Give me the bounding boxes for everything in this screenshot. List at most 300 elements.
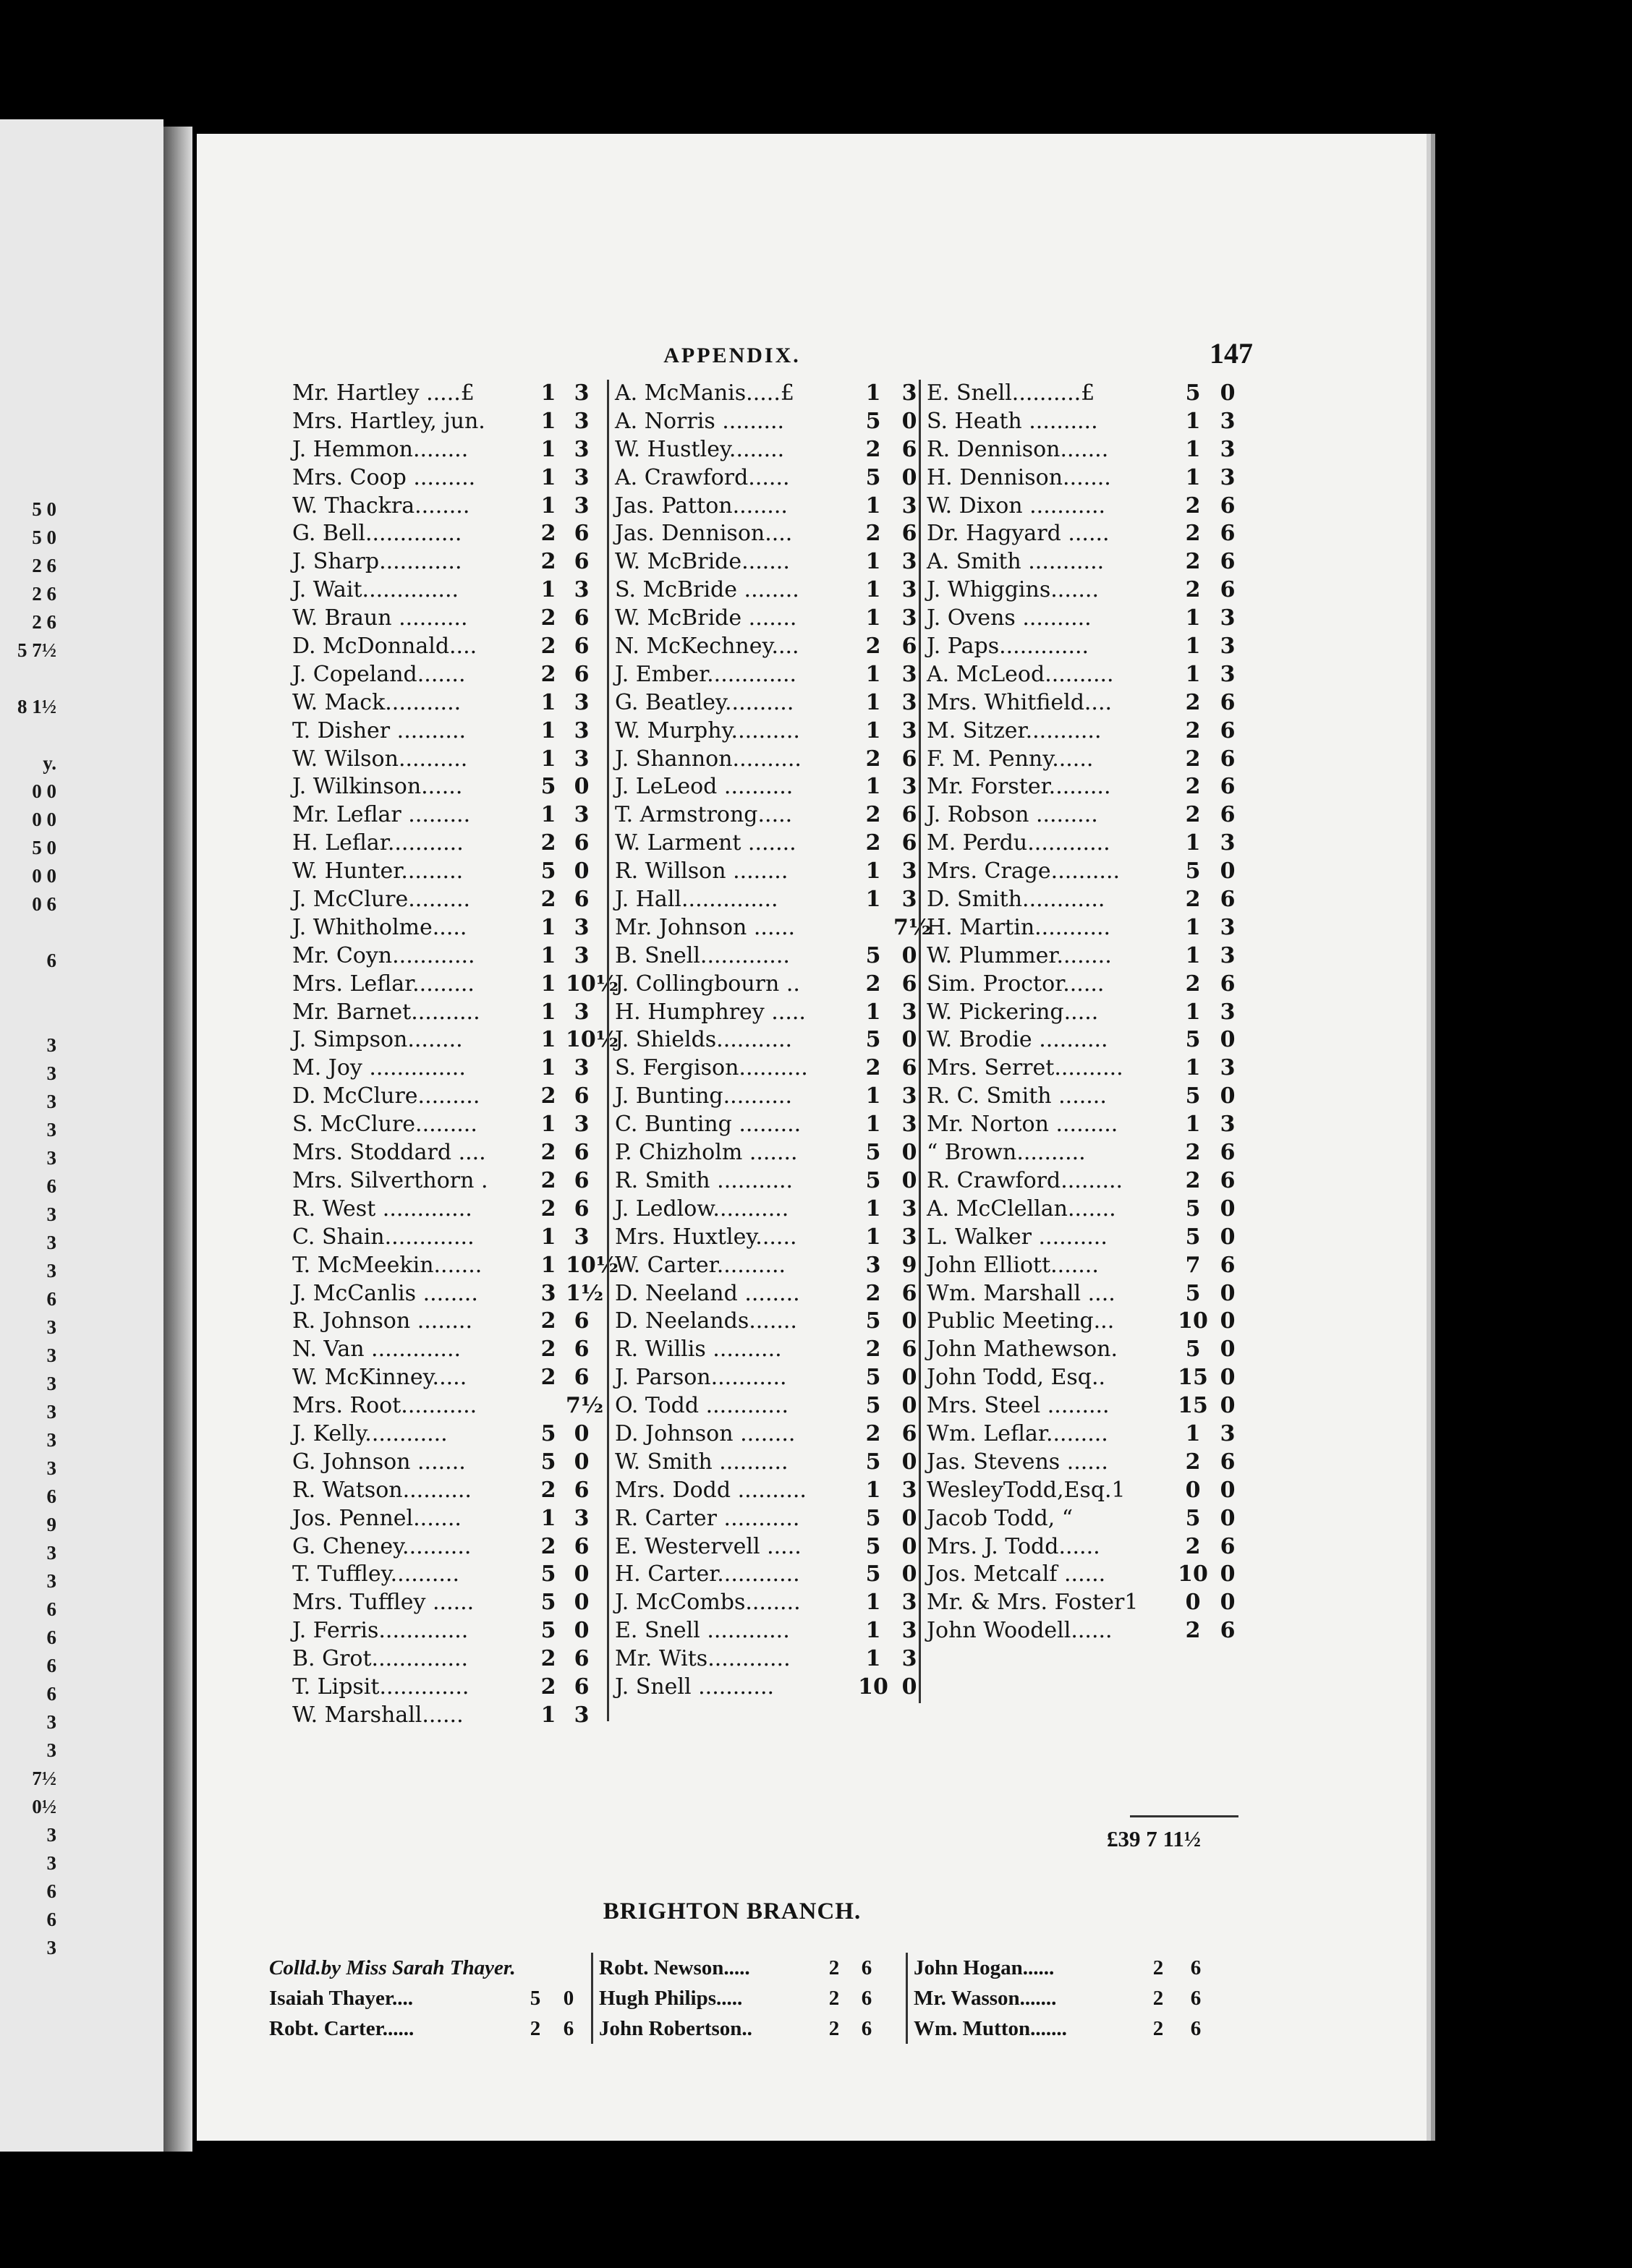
subscriber-name: Mrs. Hartley, jun. bbox=[292, 408, 485, 434]
shillings-amount: 1 bbox=[865, 774, 881, 800]
shillings-amount: 2 bbox=[1185, 1167, 1201, 1193]
pence-amount: 6 bbox=[574, 634, 590, 660]
subscriber-row bbox=[615, 1167, 915, 1195]
previous-page-value: 8 1½ bbox=[17, 696, 56, 717]
subscriber-name: Mrs. J. Todd...... bbox=[927, 1533, 1100, 1559]
subscriber-row bbox=[927, 464, 1238, 493]
subscriber-name: Mr. Forster......... bbox=[927, 774, 1111, 800]
subscriber-name: J. Shields........... bbox=[615, 1027, 793, 1053]
pence-amount: 3 bbox=[574, 1702, 590, 1728]
pence-amount: 3 bbox=[901, 549, 917, 575]
shillings-amount: 10 bbox=[1178, 1561, 1208, 1587]
shillings-amount: 5 bbox=[1185, 1280, 1201, 1306]
subscriber-name: Mr. Johnson ...... bbox=[615, 914, 796, 940]
subscriber-row bbox=[927, 1252, 1238, 1280]
subscriber-row bbox=[292, 661, 596, 689]
pence-amount: 0 bbox=[901, 464, 917, 490]
subscriber-name: W. Thackra........ bbox=[292, 493, 470, 519]
subscriber-name: G. Bell.............. bbox=[292, 521, 462, 547]
shillings-amount: 5 bbox=[1185, 1195, 1201, 1222]
pence-amount: 6 bbox=[861, 1956, 872, 1979]
previous-page-value: 3 bbox=[46, 1316, 56, 1338]
subscriber-name: Mrs. Leflar......... bbox=[292, 971, 475, 997]
shillings-amount: 2 bbox=[865, 971, 881, 997]
subscriber-name: W. Larment ....... bbox=[615, 830, 796, 856]
subscriber-name: Robt. Newson..... bbox=[599, 1956, 750, 1979]
shillings-amount: 2 bbox=[540, 1533, 556, 1559]
pence-amount: 3 bbox=[574, 999, 590, 1025]
shillings-amount: 2 bbox=[540, 1308, 556, 1334]
pence-amount: 6 bbox=[1220, 549, 1236, 575]
pence-amount: 6 bbox=[1220, 1449, 1236, 1475]
subscriber-row bbox=[615, 999, 915, 1027]
shillings-amount: 15 bbox=[1178, 1365, 1208, 1391]
subscriber-name: Mr. Norton ......... bbox=[927, 1112, 1118, 1138]
subscriber-name: Sim. Proctor...... bbox=[927, 971, 1105, 997]
subscriber-row bbox=[615, 1505, 915, 1533]
shillings-amount: 1 bbox=[540, 1055, 556, 1081]
shillings-amount: 2 bbox=[540, 1167, 556, 1193]
pence-amount: 3 bbox=[901, 1618, 917, 1644]
pence-amount: 3 bbox=[574, 380, 590, 406]
shillings-amount: 1 bbox=[1185, 634, 1201, 660]
subscriber-row bbox=[927, 520, 1238, 548]
subscriber-name: Wm. Leflar......... bbox=[927, 1420, 1108, 1446]
shillings-amount: 5 bbox=[1185, 1505, 1201, 1531]
pence-amount: 3 bbox=[901, 1590, 917, 1616]
subscriber-row bbox=[292, 520, 596, 548]
shillings-amount: 2 bbox=[1185, 774, 1201, 800]
subscriber-name: H. Humphrey ..... bbox=[615, 999, 806, 1025]
subscriber-row bbox=[615, 1420, 915, 1449]
pence-amount: 3 bbox=[574, 1112, 590, 1138]
subscriber-name: J. Bunting.......... bbox=[615, 1083, 792, 1109]
shillings-amount: 2 bbox=[1152, 1987, 1164, 2010]
subscriber-name: D. Smith............ bbox=[927, 887, 1105, 913]
subscriber-row bbox=[292, 1533, 596, 1561]
subscriber-row bbox=[292, 717, 596, 746]
shillings-amount: 5 bbox=[1185, 1224, 1201, 1250]
pence-amount: 0 bbox=[901, 1393, 917, 1419]
previous-page-value: 7½ bbox=[32, 1768, 56, 1789]
book-spine bbox=[163, 127, 192, 2152]
subscriber-row bbox=[927, 1392, 1238, 1420]
pence-amount: 6 bbox=[1220, 1167, 1236, 1193]
subscriber-name: John Todd, Esq.. bbox=[927, 1365, 1106, 1391]
previous-page-value: 3 bbox=[46, 1570, 56, 1592]
subscriber-row bbox=[615, 1111, 915, 1139]
shillings-amount: 1 bbox=[540, 689, 556, 715]
subscriber-row bbox=[927, 605, 1238, 633]
previous-page-value: 3 bbox=[46, 1739, 56, 1761]
previous-page-value: 0 0 bbox=[32, 865, 56, 887]
pence-amount: 3 bbox=[901, 661, 917, 687]
pence-amount: 6 bbox=[574, 1674, 590, 1700]
subscriber-name: Mrs. Steel ......... bbox=[927, 1393, 1110, 1419]
subscriber-row bbox=[292, 1308, 596, 1336]
previous-page-value: 6 bbox=[46, 1909, 56, 1930]
pence-amount: 6 bbox=[574, 1167, 590, 1193]
subscriber-row bbox=[615, 408, 915, 436]
shillings-amount: 5 bbox=[865, 1365, 881, 1391]
pence-amount: 0 bbox=[574, 1449, 590, 1475]
subscriber-row bbox=[927, 380, 1238, 408]
shillings-amount: 1 bbox=[540, 464, 556, 490]
shillings-amount: 5 bbox=[1185, 380, 1201, 406]
subscriber-name: C. Shain............. bbox=[292, 1224, 475, 1250]
shillings-amount: 2 bbox=[1185, 1140, 1201, 1166]
shillings-amount: 2 bbox=[1185, 689, 1201, 715]
pence-amount: 6 bbox=[1220, 774, 1236, 800]
subscriber-name: J. Copeland....... bbox=[292, 661, 466, 687]
pence-amount: 6 bbox=[574, 549, 590, 575]
pence-amount: 1½ bbox=[566, 1280, 604, 1306]
previous-page-value bbox=[0, 665, 58, 693]
subscriber-row bbox=[615, 1308, 915, 1336]
shillings-amount: 2 bbox=[865, 634, 881, 660]
subscriber-row bbox=[292, 1645, 596, 1674]
subscriber-name: Mr. & Mrs. Foster1 bbox=[927, 1590, 1139, 1616]
pence-amount: 3 bbox=[574, 493, 590, 519]
previous-page-value bbox=[0, 918, 58, 947]
subscriber-name: J. Kelly............ bbox=[292, 1420, 448, 1446]
pence-amount: 0 bbox=[1220, 1280, 1236, 1306]
subscriber-name: Robt. Carter...... bbox=[269, 2017, 415, 2040]
shillings-amount: 1 bbox=[865, 1618, 881, 1644]
subscriber-row bbox=[292, 689, 596, 717]
subscriber-row bbox=[292, 1111, 596, 1139]
subscriber-name: W. Braun .......... bbox=[292, 605, 468, 631]
pence-amount: 3 bbox=[574, 577, 590, 603]
subscriber-name: Mr. Barnet.......... bbox=[292, 999, 480, 1025]
previous-page-value: 9 bbox=[46, 1514, 56, 1535]
pence-amount: 0 bbox=[901, 1365, 917, 1391]
shillings-amount: 2 bbox=[865, 521, 881, 547]
subscriber-row bbox=[615, 1392, 915, 1420]
subscriber-row bbox=[615, 1026, 915, 1054]
subscriber-row bbox=[292, 1561, 596, 1589]
subscriber-name: T. Armstrong..... bbox=[615, 802, 793, 828]
pence-amount: 3 bbox=[574, 1055, 590, 1081]
subscriber-row bbox=[292, 914, 596, 942]
previous-page-value: 6 bbox=[46, 1880, 56, 1902]
subscriber-row bbox=[615, 1336, 915, 1364]
branch-subscriber-row bbox=[914, 1953, 1217, 1983]
subscriber-row bbox=[292, 493, 596, 521]
pence-amount: 3 bbox=[901, 689, 917, 715]
subscriber-row bbox=[292, 1364, 596, 1392]
subscriber-name: Mrs. Root........... bbox=[292, 1393, 477, 1419]
subscriber-row bbox=[927, 1167, 1238, 1195]
shillings-amount: 2 bbox=[865, 1055, 881, 1081]
subscriber-row bbox=[615, 436, 915, 464]
pence-amount: 0 bbox=[574, 1561, 590, 1587]
subscriber-name: M. Joy .............. bbox=[292, 1055, 466, 1081]
pence-amount: 6 bbox=[1220, 887, 1236, 913]
shillings-amount: 2 bbox=[540, 549, 556, 575]
subscriber-row bbox=[615, 633, 915, 661]
pence-amount: 6 bbox=[574, 521, 590, 547]
previous-page-value: 6 bbox=[46, 1175, 56, 1197]
pence-amount: 0 bbox=[1220, 1365, 1236, 1391]
pence-amount: 6 bbox=[574, 1308, 590, 1334]
subscriber-name: R. C. Smith ....... bbox=[927, 1083, 1107, 1109]
shillings-amount: 2 bbox=[540, 1140, 556, 1166]
subscriber-row bbox=[292, 801, 596, 830]
pence-amount: 3 bbox=[901, 858, 917, 884]
pence-amount: 3 bbox=[574, 717, 590, 743]
subscriber-row bbox=[927, 801, 1238, 830]
subscriber-name: Jas. Stevens ...... bbox=[927, 1449, 1108, 1475]
subscriber-name: F. M. Penny...... bbox=[927, 746, 1094, 772]
shillings-amount: 1 bbox=[540, 408, 556, 434]
subscriber-row bbox=[292, 1280, 604, 1308]
previous-page-value: 3 bbox=[46, 1062, 56, 1084]
shillings-amount: 1 bbox=[540, 746, 556, 772]
shillings-amount: 1 bbox=[865, 661, 881, 687]
shillings-amount: 10 bbox=[1178, 1308, 1208, 1334]
branch-column-1 bbox=[269, 1953, 587, 2044]
shillings-amount: 5 bbox=[865, 1449, 881, 1475]
pence-amount: 6 bbox=[901, 1055, 917, 1081]
shillings-amount: 5 bbox=[540, 1449, 556, 1475]
subscriber-name: W. Brodie .......... bbox=[927, 1027, 1108, 1053]
pence-amount: 3 bbox=[901, 380, 917, 406]
subscriber-name: J. Whitholme..... bbox=[292, 914, 467, 940]
subscriber-name: Mr. Leflar ......... bbox=[292, 802, 471, 828]
subscriber-name: A. McManis.....£ bbox=[615, 380, 794, 406]
pence-amount: 0 bbox=[574, 1618, 590, 1644]
shillings-amount: 1 bbox=[1185, 661, 1201, 687]
shillings-amount: 5 bbox=[865, 942, 881, 968]
pence-amount: 6 bbox=[901, 634, 917, 660]
subscriber-row bbox=[927, 971, 1238, 999]
shillings-amount: 0 bbox=[1185, 1590, 1201, 1616]
subscriber-name: J. Sharp............ bbox=[292, 549, 462, 575]
subscriber-name: H. Leflar........... bbox=[292, 830, 464, 856]
subscriber-name: J. Paps............. bbox=[927, 634, 1089, 660]
subscriber-name: R. Crawford......... bbox=[927, 1167, 1123, 1193]
subscriber-name: Mrs. Tuffley ...... bbox=[292, 1590, 475, 1616]
subscriber-name: S. Fergison.......... bbox=[615, 1055, 808, 1081]
shillings-amount: 3 bbox=[540, 1280, 556, 1306]
subscriber-row bbox=[615, 1589, 915, 1617]
subscriber-name: J. McClure......... bbox=[292, 887, 471, 913]
previous-page-value: 6 bbox=[46, 1598, 56, 1620]
pence-amount: 3 bbox=[1220, 605, 1236, 631]
pence-amount: 10½ bbox=[566, 1027, 619, 1053]
shillings-amount: 5 bbox=[540, 1618, 556, 1644]
subscriber-name: Jos. Pennel....... bbox=[292, 1505, 462, 1531]
subscriber-row bbox=[927, 1561, 1238, 1589]
subscriber-row bbox=[615, 1449, 915, 1477]
subscriber-row bbox=[615, 1083, 915, 1111]
pence-amount: 6 bbox=[901, 1420, 917, 1446]
shillings-amount: 2 bbox=[1185, 1618, 1201, 1644]
subscriber-name: O. Todd ............ bbox=[615, 1393, 789, 1419]
shillings-amount: 2 bbox=[1185, 521, 1201, 547]
pence-amount: 3 bbox=[1220, 1112, 1236, 1138]
subscriber-name: W. McBride ....... bbox=[615, 605, 797, 631]
shillings-amount: 1 bbox=[1185, 1055, 1201, 1081]
pence-amount: 6 bbox=[861, 2017, 872, 2040]
subscriber-name: R. West ............. bbox=[292, 1195, 472, 1222]
subscriber-row bbox=[615, 380, 915, 408]
pence-amount: 0 bbox=[901, 408, 917, 434]
subscriber-name: J. McCombs........ bbox=[615, 1590, 801, 1616]
subscriber-row bbox=[615, 1477, 915, 1505]
subscriber-row bbox=[292, 1505, 596, 1533]
subscriber-row bbox=[615, 1645, 915, 1674]
subscriber-name: W. Pickering..... bbox=[927, 999, 1099, 1025]
shillings-amount: 2 bbox=[865, 746, 881, 772]
subscriber-name: B. Snell............. bbox=[615, 942, 790, 968]
subscriber-name: T. McMeekin....... bbox=[292, 1252, 483, 1278]
pence-amount: 3 bbox=[901, 1083, 917, 1109]
subscriber-name: H. Carter............ bbox=[615, 1561, 800, 1587]
pence-amount: 6 bbox=[574, 1477, 590, 1503]
subscriber-name: W. Plummer........ bbox=[927, 942, 1112, 968]
previous-page-value: 0 0 bbox=[32, 780, 56, 802]
subscriber-name: R. Johnson ........ bbox=[292, 1308, 472, 1334]
pence-amount: 3 bbox=[901, 1195, 917, 1222]
subscriber-name: W. Hunter......... bbox=[292, 858, 464, 884]
pence-amount: 10½ bbox=[566, 1252, 619, 1278]
shillings-amount: 2 bbox=[865, 830, 881, 856]
shillings-amount: 2 bbox=[1185, 717, 1201, 743]
pence-amount: 6 bbox=[574, 887, 590, 913]
previous-page-value: 3 bbox=[46, 1203, 56, 1225]
subscriber-name: M. Sitzer........... bbox=[927, 717, 1102, 743]
page-number: 147 bbox=[1210, 337, 1253, 370]
previous-page-value: 2 6 bbox=[32, 583, 56, 605]
branch-subscriber-row bbox=[599, 2013, 903, 2044]
subscriber-row bbox=[927, 1420, 1238, 1449]
subscriber-name: H. Dennison....... bbox=[927, 464, 1111, 490]
shillings-amount: 1 bbox=[540, 493, 556, 519]
shillings-amount: 1 bbox=[540, 1702, 556, 1728]
subscriber-row bbox=[927, 1195, 1238, 1224]
shillings-amount: 2 bbox=[540, 830, 556, 856]
shillings-amount: 1 bbox=[540, 1112, 556, 1138]
shillings-amount: 5 bbox=[540, 1590, 556, 1616]
pence-amount: 6 bbox=[901, 802, 917, 828]
subscriber-name: G. Cheney.......... bbox=[292, 1533, 472, 1559]
collector-row bbox=[269, 1953, 587, 1983]
collector-name: Colld.by Miss Sarah Thayer. bbox=[269, 1956, 516, 1979]
pence-amount: 6 bbox=[1220, 1140, 1236, 1166]
subscriber-name: Jas. Dennison.... bbox=[615, 521, 793, 547]
previous-page-value: 0 6 bbox=[32, 893, 56, 915]
previous-page-value: 3 bbox=[46, 1852, 56, 1874]
shillings-amount: 1 bbox=[540, 577, 556, 603]
subscriber-name: Mr. Wasson....... bbox=[914, 1987, 1057, 2010]
shillings-amount: 2 bbox=[865, 1420, 881, 1446]
subscriber-name: R. Carter ........... bbox=[615, 1505, 800, 1531]
subscriber-name: W. McBride....... bbox=[615, 549, 790, 575]
subscriber-name: M. Perdu............ bbox=[927, 830, 1110, 856]
subscriber-row bbox=[615, 1561, 915, 1589]
subscriber-row bbox=[292, 1674, 596, 1702]
previous-page-value: 6 bbox=[46, 1683, 56, 1705]
previous-page-value: 3 bbox=[46, 1034, 56, 1056]
subscriber-row bbox=[615, 520, 915, 548]
subscriber-row bbox=[292, 1139, 596, 1167]
shillings-amount: 1 bbox=[1185, 942, 1201, 968]
subscriber-name: J. Snell ........... bbox=[615, 1674, 775, 1700]
pence-amount: 0 bbox=[1220, 1561, 1236, 1587]
subscriber-name: C. Bunting ......... bbox=[615, 1112, 802, 1138]
shillings-amount: 1 bbox=[865, 1195, 881, 1222]
subscriber-row bbox=[927, 999, 1238, 1027]
subscriber-row bbox=[615, 942, 915, 971]
subscriber-row bbox=[615, 1280, 915, 1308]
subscriber-row bbox=[615, 830, 915, 858]
subscriber-name: D. McDonnald.... bbox=[292, 634, 477, 660]
shillings-amount: 2 bbox=[865, 1280, 881, 1306]
shillings-amount: 2 bbox=[1185, 549, 1201, 575]
subscriber-name: G. Johnson ....... bbox=[292, 1449, 466, 1475]
subscriber-row bbox=[292, 576, 596, 605]
subscriber-row bbox=[927, 1026, 1238, 1054]
subscriber-name: S. McClure......... bbox=[292, 1112, 477, 1138]
pence-amount: 6 bbox=[574, 1140, 590, 1166]
shillings-amount: 1 bbox=[1185, 1420, 1201, 1446]
subscriber-name: B. Grot.............. bbox=[292, 1646, 469, 1672]
pence-amount: 3 bbox=[901, 1646, 917, 1672]
pence-amount: 6 bbox=[901, 746, 917, 772]
subscriber-name: J. Ember............. bbox=[615, 661, 797, 687]
pence-amount: 3 bbox=[1220, 408, 1236, 434]
subscriber-name: J. Hemmon........ bbox=[292, 436, 469, 462]
subscriber-name: N. McKechney.... bbox=[615, 634, 799, 660]
subscriber-name: W. Marshall...... bbox=[292, 1702, 464, 1728]
subscriber-row bbox=[927, 1308, 1238, 1336]
subscriber-row bbox=[615, 464, 915, 493]
shillings-amount: 1 bbox=[540, 802, 556, 828]
subscriber-row bbox=[615, 773, 915, 801]
subscriber-name: Mrs. Dodd .......... bbox=[615, 1477, 807, 1503]
shillings-amount: 1 bbox=[1185, 408, 1201, 434]
previous-page-value: 5 0 bbox=[32, 837, 56, 858]
shillings-amount: 2 bbox=[828, 2017, 840, 2040]
subscriber-name: Jacob Todd, “ bbox=[927, 1505, 1074, 1531]
pence-amount: 0 bbox=[901, 1449, 917, 1475]
pence-amount: 6 bbox=[1220, 717, 1236, 743]
shillings-amount: 2 bbox=[540, 1195, 556, 1222]
shillings-amount: 1 bbox=[540, 1027, 556, 1053]
shillings-amount: 5 bbox=[865, 1533, 881, 1559]
subscriber-name: L. Walker .......... bbox=[927, 1224, 1108, 1250]
subscriber-row bbox=[927, 942, 1238, 971]
pence-amount: 6 bbox=[574, 1646, 590, 1672]
subscriber-name: R. Smith ........... bbox=[615, 1167, 794, 1193]
shillings-amount: 2 bbox=[865, 1336, 881, 1363]
shillings-amount: 15 bbox=[1178, 1393, 1208, 1419]
pence-amount: 6 bbox=[1220, 1533, 1236, 1559]
shillings-amount: 5 bbox=[540, 774, 556, 800]
subscriber-row bbox=[927, 1336, 1238, 1364]
shillings-amount: 2 bbox=[1185, 746, 1201, 772]
subscriber-name: E. Snell ............ bbox=[615, 1618, 790, 1644]
shillings-amount: 2 bbox=[1152, 2017, 1164, 2040]
pence-amount: 3 bbox=[574, 1224, 590, 1250]
previous-page-value: 3 bbox=[46, 1824, 56, 1846]
shillings-amount: 2 bbox=[865, 436, 881, 462]
subscriber-name: J. Collingbourn .. bbox=[615, 971, 800, 997]
pence-amount: 0 bbox=[1220, 1336, 1236, 1363]
pence-amount: 0 bbox=[1220, 1027, 1236, 1053]
